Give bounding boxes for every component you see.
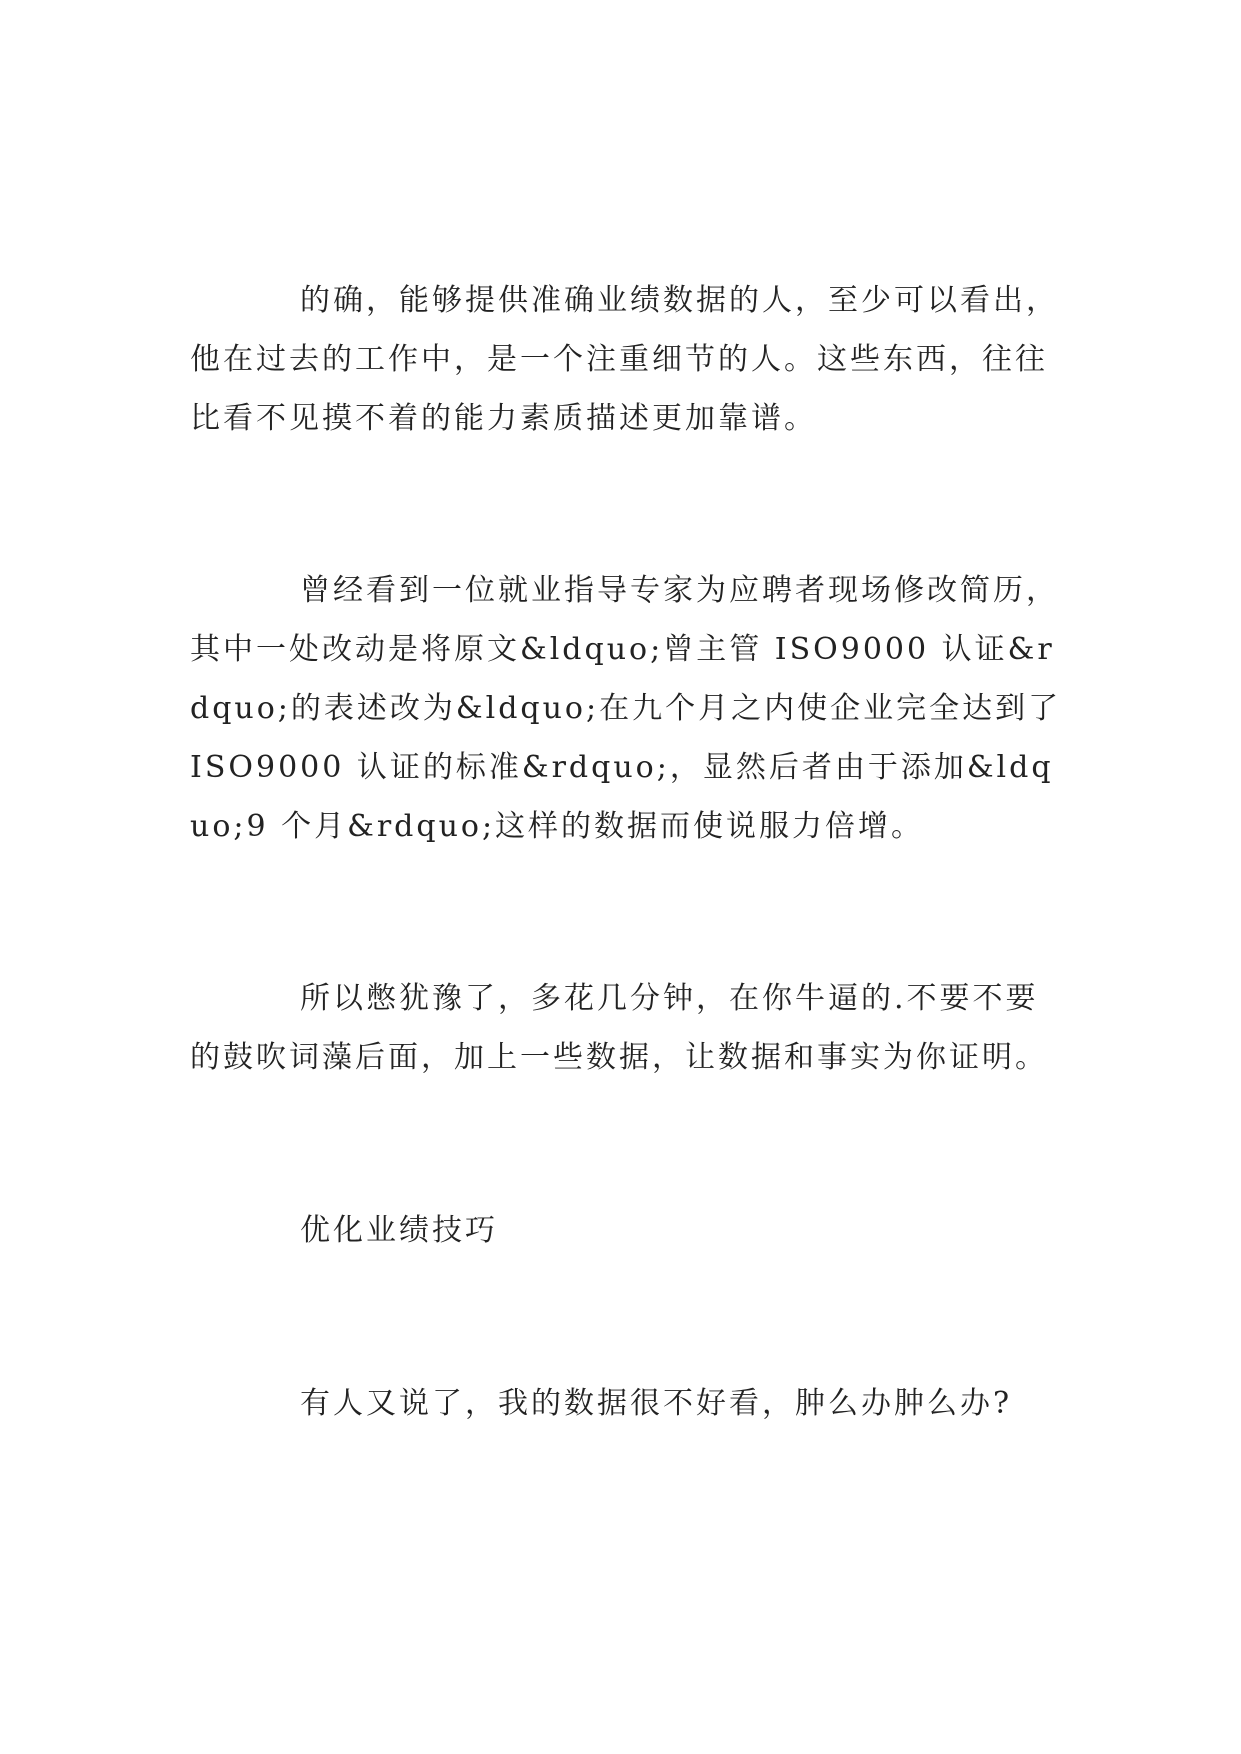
- paragraph-bad-data-question: 有人又说了，我的数据很不好看，肿么办肿么办?: [300, 1386, 1013, 1421]
- paragraph-add-data-advice: 所以憋犹豫了，多花几分钟，在你牛逼的.不要不要的鼓吹词藻后面，加上一些数据，让数据和事实为你证明。: [190, 981, 1048, 1075]
- paragraph-iso9000-example: 曾经看到一位就业指导专家为应聘者现场修改简历，其中一处改动是将原文&ldquo;曾主管 ISO9000 认证&rdquo;的表述改为&ldquo;在九个月之内使企业完全达到了 ISO9000 认证的标准&rdquo;，显然后者由于添加&ldquo;9 个月&rdquo;这样的数据而使说服力倍增。: [190, 573, 1062, 844]
- section-heading-optimize-performance: 优化业绩技巧: [300, 1213, 498, 1248]
- paragraph-accurate-data: 的确，能够提供准确业绩数据的人，至少可以看出，他在过去的工作中，是一个注重细节的人。这些东西，往往比看不见摸不着的能力素质描述更加靠谱。: [190, 283, 1059, 436]
